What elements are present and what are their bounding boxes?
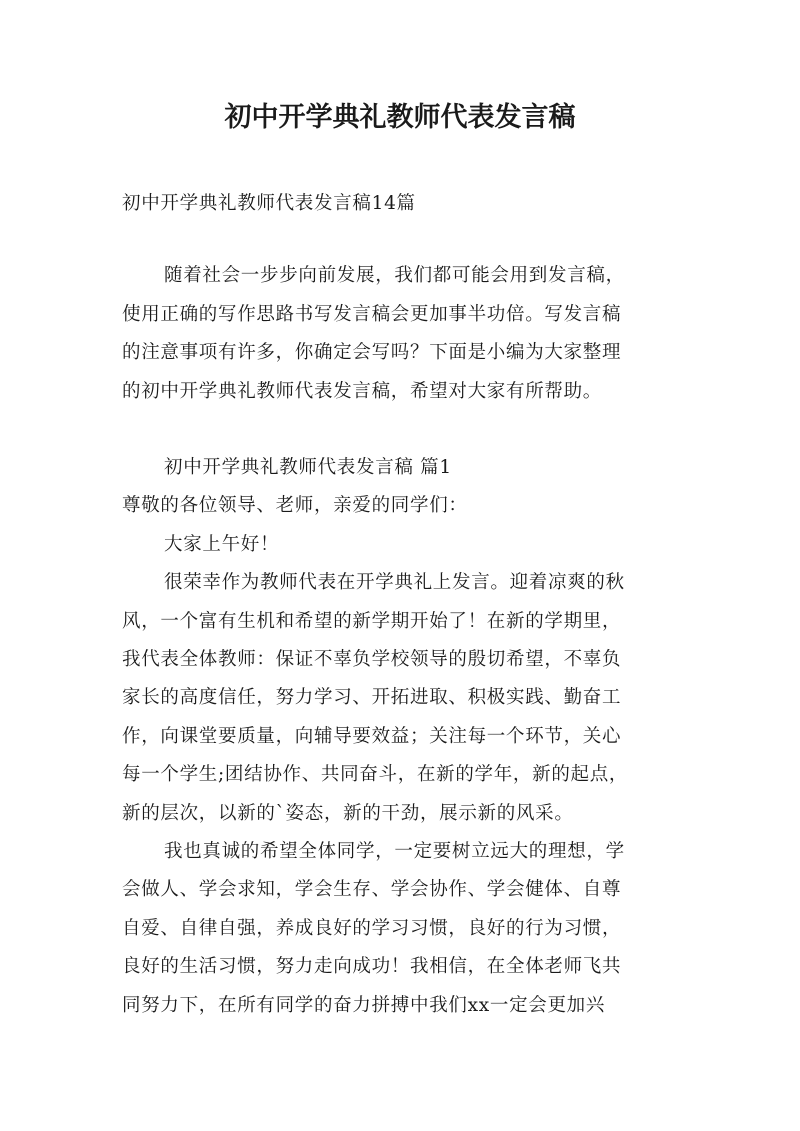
paragraph-line: 每一个学生;团结协作、共同奋斗，在新的学年，新的起点，	[122, 764, 629, 785]
salutation: 尊敬的各位领导、老师，亲爱的同学们：	[122, 495, 468, 516]
section-heading: 初中开学典礼教师代表发言稿 篇1	[164, 457, 452, 478]
paragraph-line: 同努力下，在所有同学的奋力拼搏中我们xx一定会更加兴	[122, 995, 606, 1016]
paragraph-line: 新的层次，以新的`姿态，新的干劲，展示新的风采。	[122, 803, 574, 824]
paragraph-line: 我代表全体教师：保证不辜负学校领导的殷切希望，不辜负	[122, 649, 622, 670]
paragraph-line: 很荣幸作为教师代表在开学典礼上发言。迎着凉爽的秋	[164, 572, 625, 593]
greeting: 大家上午好！	[164, 534, 280, 555]
intro-line: 使用正确的写作思路书写发言稿会更加事半功倍。写发言稿	[122, 304, 622, 325]
paragraph-line: 作，向课堂要质量，向辅导要效益；关注每一个环节，关心	[122, 726, 622, 747]
document-title: 初中开学典礼教师代表发言稿	[224, 102, 576, 133]
intro-line: 的注意事项有许多，你确定会写吗？下面是小编为大家整理	[122, 342, 622, 363]
paragraph-line: 良好的生活习惯，努力走向成功！我相信，在全体老师飞共	[122, 956, 622, 977]
paragraph-line: 我也真诚的希望全体同学，一定要树立远大的理想，学	[164, 841, 625, 862]
paragraph-line: 自爱、自律自强，养成良好的学习习惯，良好的行为习惯，	[122, 918, 622, 939]
intro-line: 的初中开学典礼教师代表发言稿，希望对大家有所帮助。	[122, 381, 603, 402]
document-subtitle: 初中开学典礼教师代表发言稿14篇	[122, 193, 416, 214]
paragraph-line: 会做人、学会求知，学会生存、学会协作、学会健体、自尊	[122, 879, 622, 900]
paragraph-line: 家长的高度信任，努力学习、开拓进取、积极实践、勤奋工	[122, 687, 622, 708]
paragraph-line: 风，一个富有生机和希望的新学期开始了！在新的学期里，	[122, 611, 622, 632]
intro-line: 随着社会一步步向前发展，我们都可能会用到发言稿，	[164, 265, 625, 286]
